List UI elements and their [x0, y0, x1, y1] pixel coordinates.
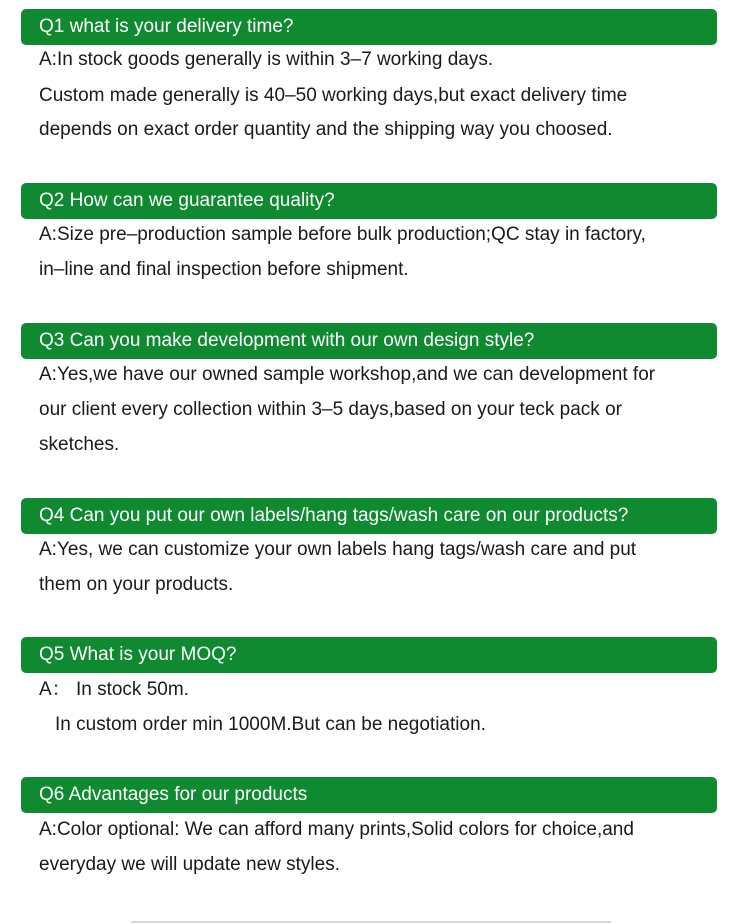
faq-question-6: Q6 Advantages for our products: [21, 777, 717, 813]
bottom-divider: [131, 921, 611, 923]
faq-answer-3-line-3: sketches.: [39, 434, 120, 455]
faq-answer-3-line-1: A:Yes,we have our owned sample workshop,and we can development for: [39, 364, 656, 385]
faq-question-5: Q5 What is your MOQ?: [21, 637, 717, 673]
faq-answer-4-line-1: A:Yes, we can customize your own labels hang tags/wash care and put: [39, 539, 637, 560]
faq-answer-1-line-2: Custom made generally is 40–50 working days,but exact delivery time: [39, 85, 628, 106]
faq-answer-4-line-2: them on your products.: [39, 574, 234, 595]
faq-answer-1-line-3: depends on exact order quantity and the shipping way you choosed.: [39, 119, 613, 140]
faq-question-3: Q3 Can you make development with our own design style?: [21, 323, 717, 359]
faq-answer-2-line-2: in–line and final inspection before shipment.: [39, 259, 409, 280]
faq-question-4: Q4 Can you put our own labels/hang tags/wash care on our products?: [21, 498, 717, 534]
faq-question-1: Q1 what is your delivery time?: [21, 9, 717, 45]
faq-answer-6-line-1: A:Color optional: We can afford many prints,Solid colors for choice,and: [39, 819, 634, 840]
faq-answer-3-line-2: our client every collection within 3–5 days,based on your teck pack or: [39, 399, 622, 420]
faq-answer-6-line-2: everyday we will update new styles.: [39, 854, 340, 875]
faq-answer-5-line-2: In custom order min 1000M.But can be negotiation.: [55, 714, 486, 735]
faq-answer-5-line-1: A： In stock 50m.: [39, 679, 189, 700]
faq-answer-2-line-1: A:Size pre–production sample before bulk production;QC stay in factory,: [39, 224, 646, 245]
faq-question-2: Q2 How can we guarantee quality?: [21, 183, 717, 219]
faq-answer-1-line-1: A:In stock goods generally is within 3–7 working days.: [39, 49, 494, 70]
